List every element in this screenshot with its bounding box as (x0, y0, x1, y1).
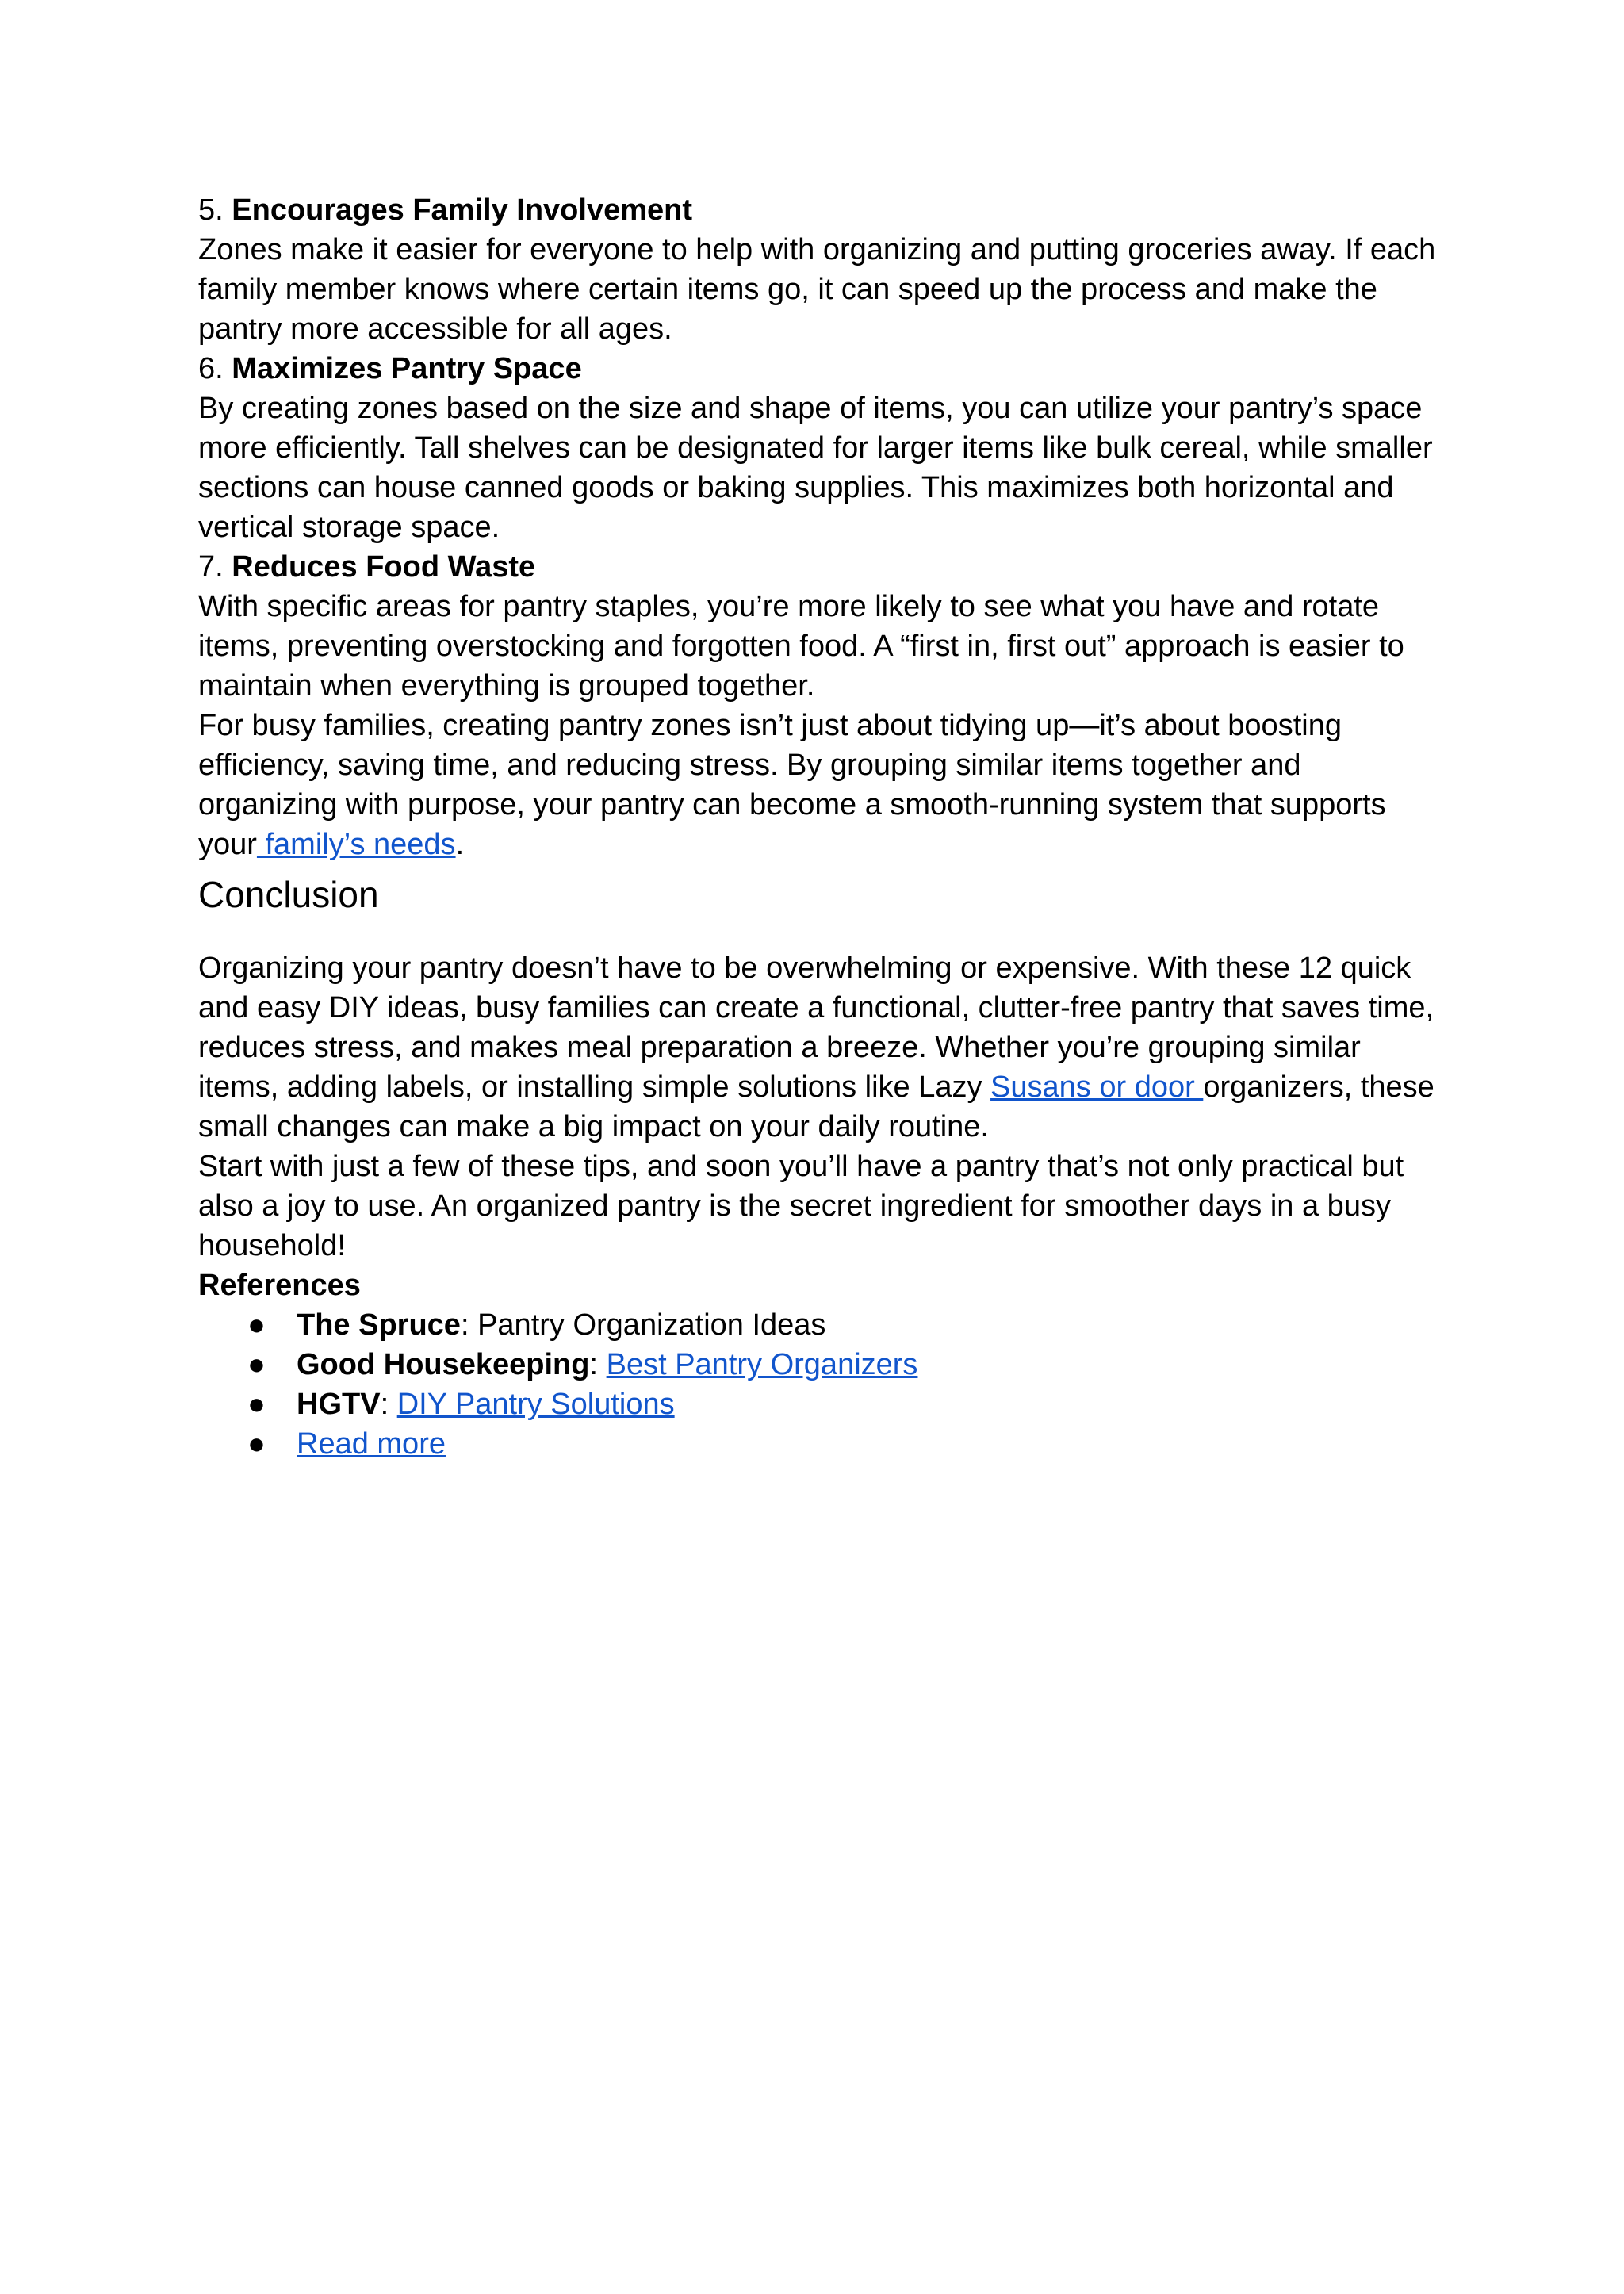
summary-text: For busy families, creating pantry zones isn’t just about tidying up—it’s about boosting efficiency, saving time, and reducing stress. By grouping similar items together and organizing with purpose, your pantry can become a smooth-running system that supports your (198, 709, 1386, 861)
conclusion-text-end: organizers, these small changes can make a big impact on your daily routine. (198, 1070, 1434, 1143)
section-body-7: With specific areas for pantry staples, you’re more likely to see what you have and rotate items, preventing overstocking and forgotten food. A “first in, first out” approach is easier to maintain when everything is grouped together. (198, 590, 1404, 703)
list-item (247, 1384, 1443, 1424)
section-heading-7 (198, 547, 1443, 587)
conclusion-heading: Conclusion (198, 874, 379, 915)
list-item (247, 1345, 1443, 1384)
section-title: Maximizes Pantry Space (232, 352, 582, 385)
summary-period: . (455, 828, 465, 861)
section-number: 5. (198, 193, 224, 227)
references-list (198, 1305, 1443, 1464)
references-heading: References (198, 1269, 361, 1302)
reference-source: HGTV (297, 1388, 381, 1421)
conclusion-paragraph-1 (198, 948, 1443, 1147)
section-body-5: Zones make it easier for everyone to help with organizing and putting groceries away. If each family member knows where certain items go, it can speed up the process and make the pantry more accessible for all ages. (198, 233, 1436, 346)
bullet-icon: ● (247, 1388, 266, 1421)
lazy-susans-link[interactable]: Susans or door (990, 1070, 1204, 1104)
section-heading-6 (198, 349, 1443, 389)
conclusion-paragraph-2: Start with just a few of these tips, and soon you’ll have a pantry that’s not only practical but also a joy to use. An organized pantry is the secret ingredient for smoother days in a busy household! (198, 1150, 1404, 1262)
summary-paragraph (198, 706, 1443, 864)
section-number: 7. (198, 550, 224, 584)
best-pantry-organizers-link[interactable]: Best Pantry Organizers (606, 1348, 918, 1381)
reference-separator: : (589, 1348, 607, 1381)
reference-source: The Spruce (297, 1308, 461, 1342)
bullet-icon: ● (247, 1427, 266, 1461)
section-number: 6. (198, 352, 224, 385)
section-body-6: By creating zones based on the size and shape of items, you can utilize your pantry’s space more efficiently. Tall shelves can be designated for larger items like bulk cereal, while smaller sections can house canned goods or baking supplies. This maximizes both horizontal and vertical storage space. (198, 392, 1433, 544)
list-item (247, 1305, 1443, 1345)
list-item (247, 1424, 1443, 1464)
section-heading-5 (198, 190, 1443, 230)
family-needs-link[interactable]: family’s needs (256, 828, 456, 861)
section-title: Encourages Family Involvement (232, 193, 693, 227)
reference-text: Pantry Organization Ideas (477, 1308, 826, 1342)
conclusion-text: Organizing your pantry doesn’t have to be overwhelming or expensive. With these 12 quick and easy DIY ideas, busy families can create a functional, clutter-free pantry that saves time, reduces stress, and makes meal preparation a breeze. Whether you’re grouping similar items, adding labels, or installing simple solutions like Lazy (198, 952, 1434, 1104)
bullet-icon: ● (247, 1348, 266, 1381)
reference-source: Good Housekeeping (297, 1348, 590, 1381)
diy-pantry-solutions-link[interactable]: DIY Pantry Solutions (396, 1388, 675, 1421)
section-title: Reduces Food Waste (232, 550, 536, 584)
reference-separator: : (380, 1388, 397, 1421)
document-page (198, 190, 1443, 1464)
reference-separator: : (460, 1308, 478, 1342)
read-more-link[interactable]: Read more (297, 1427, 446, 1461)
bullet-icon: ● (247, 1308, 266, 1342)
